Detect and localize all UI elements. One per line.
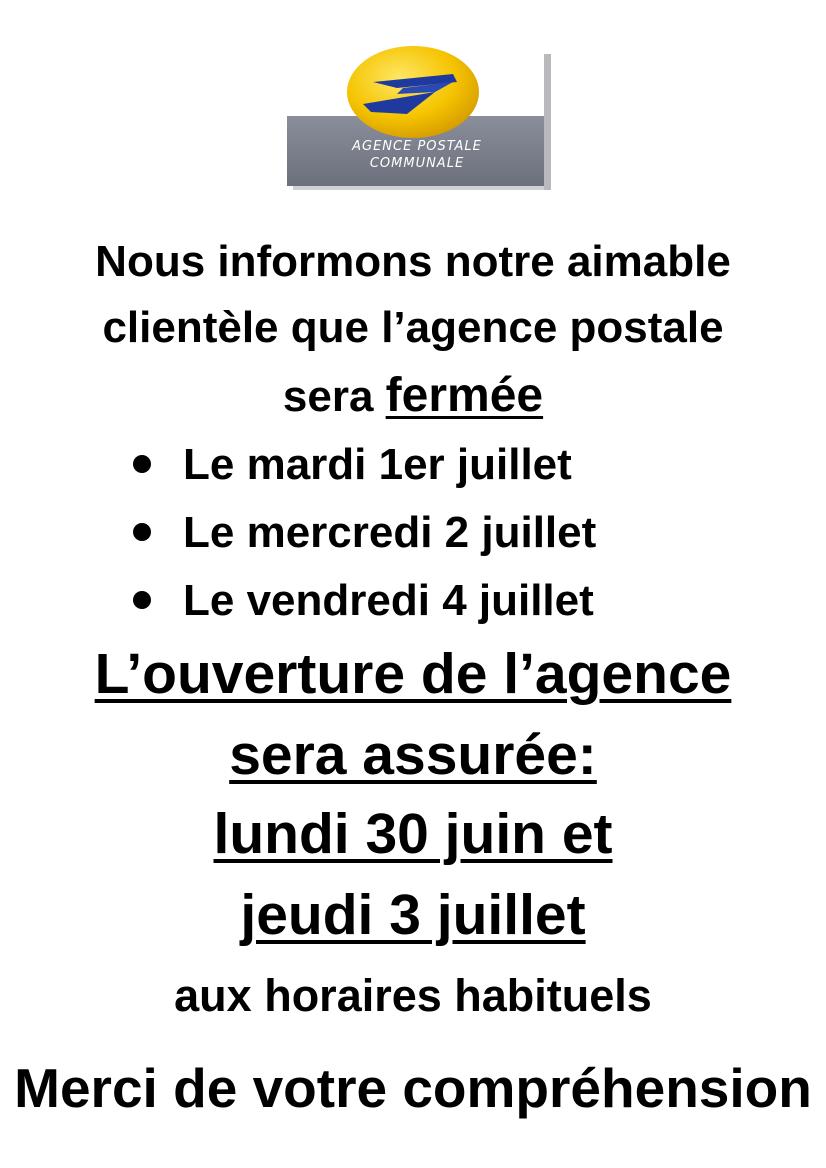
thanks-line: Merci de votre compréhension xyxy=(14,1057,812,1119)
opening-line-4 xyxy=(0,882,826,948)
la-poste-logo xyxy=(285,42,551,190)
logo-caption-line1: AGENCE POSTALE xyxy=(352,139,482,154)
closed-day-label: Le vendredi 4 juillet xyxy=(183,576,594,625)
closed-emphasis: fermée xyxy=(385,369,544,422)
closed-days-list xyxy=(133,438,596,642)
opening-line-3 xyxy=(0,801,826,867)
closed-day-label: Le mercredi 2 juillet xyxy=(183,508,597,557)
logo-caption xyxy=(287,138,547,172)
opening-line-1-text: L’ouverture de l’agence xyxy=(94,642,732,706)
bullet-icon xyxy=(133,455,151,473)
opening-line-1 xyxy=(0,641,826,707)
list-item xyxy=(133,574,596,642)
closed-day-label: Le mardi 1er juillet xyxy=(183,440,572,489)
list-item xyxy=(133,506,596,574)
opening-line-2-text: sera assurée: xyxy=(229,723,597,787)
notice-line-1: Nous informons notre aimable xyxy=(95,237,731,286)
hours-note: aux horaires habituels xyxy=(174,970,652,1021)
opening-line-2 xyxy=(0,722,826,788)
logo-caption-line2: COMMUNALE xyxy=(369,156,465,171)
opening-line-3-text: lundi 30 juin et xyxy=(213,802,613,866)
notice-line-3-prefix: sera xyxy=(282,372,386,421)
notice-line-2: clientèle que l’agence postale xyxy=(102,303,724,352)
notice-line-3 xyxy=(0,368,826,423)
opening-line-4-text: jeudi 3 juillet xyxy=(240,883,586,947)
list-item xyxy=(133,438,596,506)
bullet-icon xyxy=(133,523,151,541)
bullet-icon xyxy=(133,591,151,609)
